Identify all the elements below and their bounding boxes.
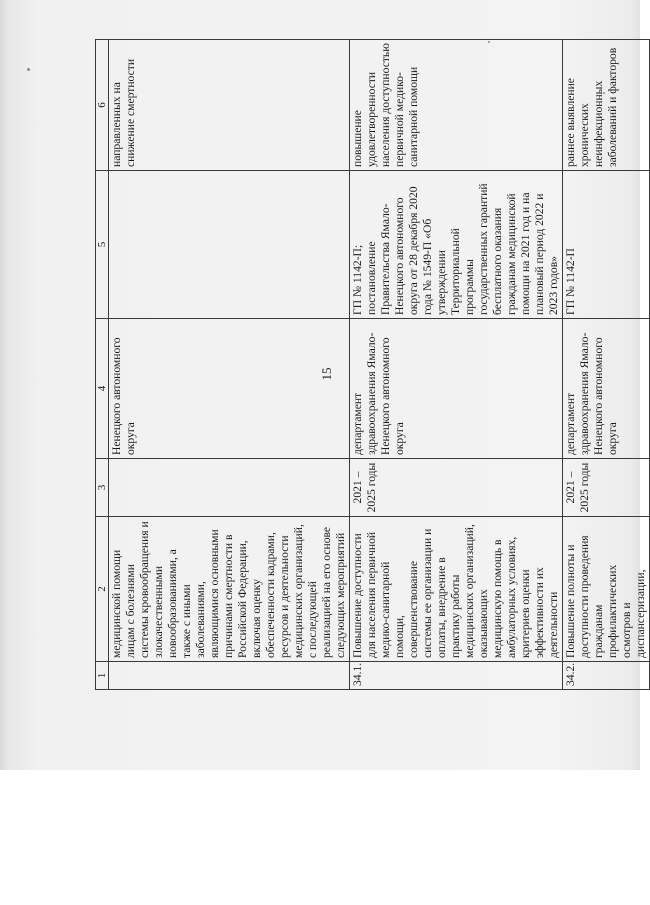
document-cell: ГП № 1142-П	[563, 171, 650, 319]
header-cell-3: 3	[96, 459, 109, 517]
row-number: 34.1.	[350, 662, 563, 690]
result-cell: направленных на снижение смертности	[109, 40, 350, 171]
header-cell-2: 2	[96, 517, 109, 662]
header-cell-6: 6	[96, 40, 109, 171]
result-cell: раннее выявление хронических неинфекционных заболеваний и факторов	[563, 40, 650, 171]
row-number: 34.2.	[563, 662, 650, 690]
page-number: 15	[319, 367, 334, 381]
document-cell: ГП № 1142-П; постановление Правительства Ямало-Ненецкого автономного округа от 28 декабря 2020 года № 1549-П «Об утверждении Территориальной программы государственных гарантий бесплатного оказания гражданам медицинской помощи на 2021 год и на плановый период 2022 и 2023 годов»	[350, 171, 563, 319]
executor-cell: департамент здравоохранения Ямало-Ненецкого автономного округа	[350, 319, 563, 459]
rotated-table-container	[95, 40, 647, 690]
result-cell: повышение удовлетворенности населения доступностью первичной медико-санитарной помощи	[350, 40, 563, 171]
document-cell	[109, 171, 350, 319]
header-cell-1: 1	[96, 662, 109, 690]
table-row	[563, 40, 650, 690]
period-cell	[109, 459, 350, 517]
activity-cell: Повышение доступности для населения первичной медико-санитарной помощи, совершенствование системы ее организации и оплаты, внедрение в практику работы медицинских организаций, оказывающих медицинскую помощь в амбулаторных условиях, критериев оценки эффективности их деятельности	[350, 517, 563, 662]
activity-cell: медицинской помощи лицам с болезнями системы кровообращения и злокачественными новообразованиями, а также с иными заболеваниями, являющимися основными причинами смертности в Российской Федерации, включая оценку обеспеченности кадрами, ресурсов и деятельности медицинских организаций, с последующей реализацией на его основе следующих мероприятий	[109, 517, 350, 662]
period-cell: 2021 – 2025 годы	[563, 459, 650, 517]
header-cell-4: 4	[96, 319, 109, 459]
executor-cell: Ненецкого автономного округа	[109, 319, 350, 459]
executor-cell: департамент здравоохранения Ямало-Ненецкого автономного округа	[563, 319, 650, 459]
period-cell: 2021 – 2025 годы	[350, 459, 563, 517]
measures-table	[95, 39, 650, 690]
scan-speck	[27, 68, 30, 71]
header-cell-5: 5	[96, 171, 109, 319]
blank-paper-area	[0, 770, 640, 905]
header-row	[96, 40, 109, 690]
table-row	[109, 40, 350, 690]
table-row	[350, 40, 563, 690]
activity-cell: Повышение полноты и доступности проведения гражданам профилактических осмотров и диспансеризации,	[563, 517, 650, 662]
row-number	[109, 662, 350, 690]
